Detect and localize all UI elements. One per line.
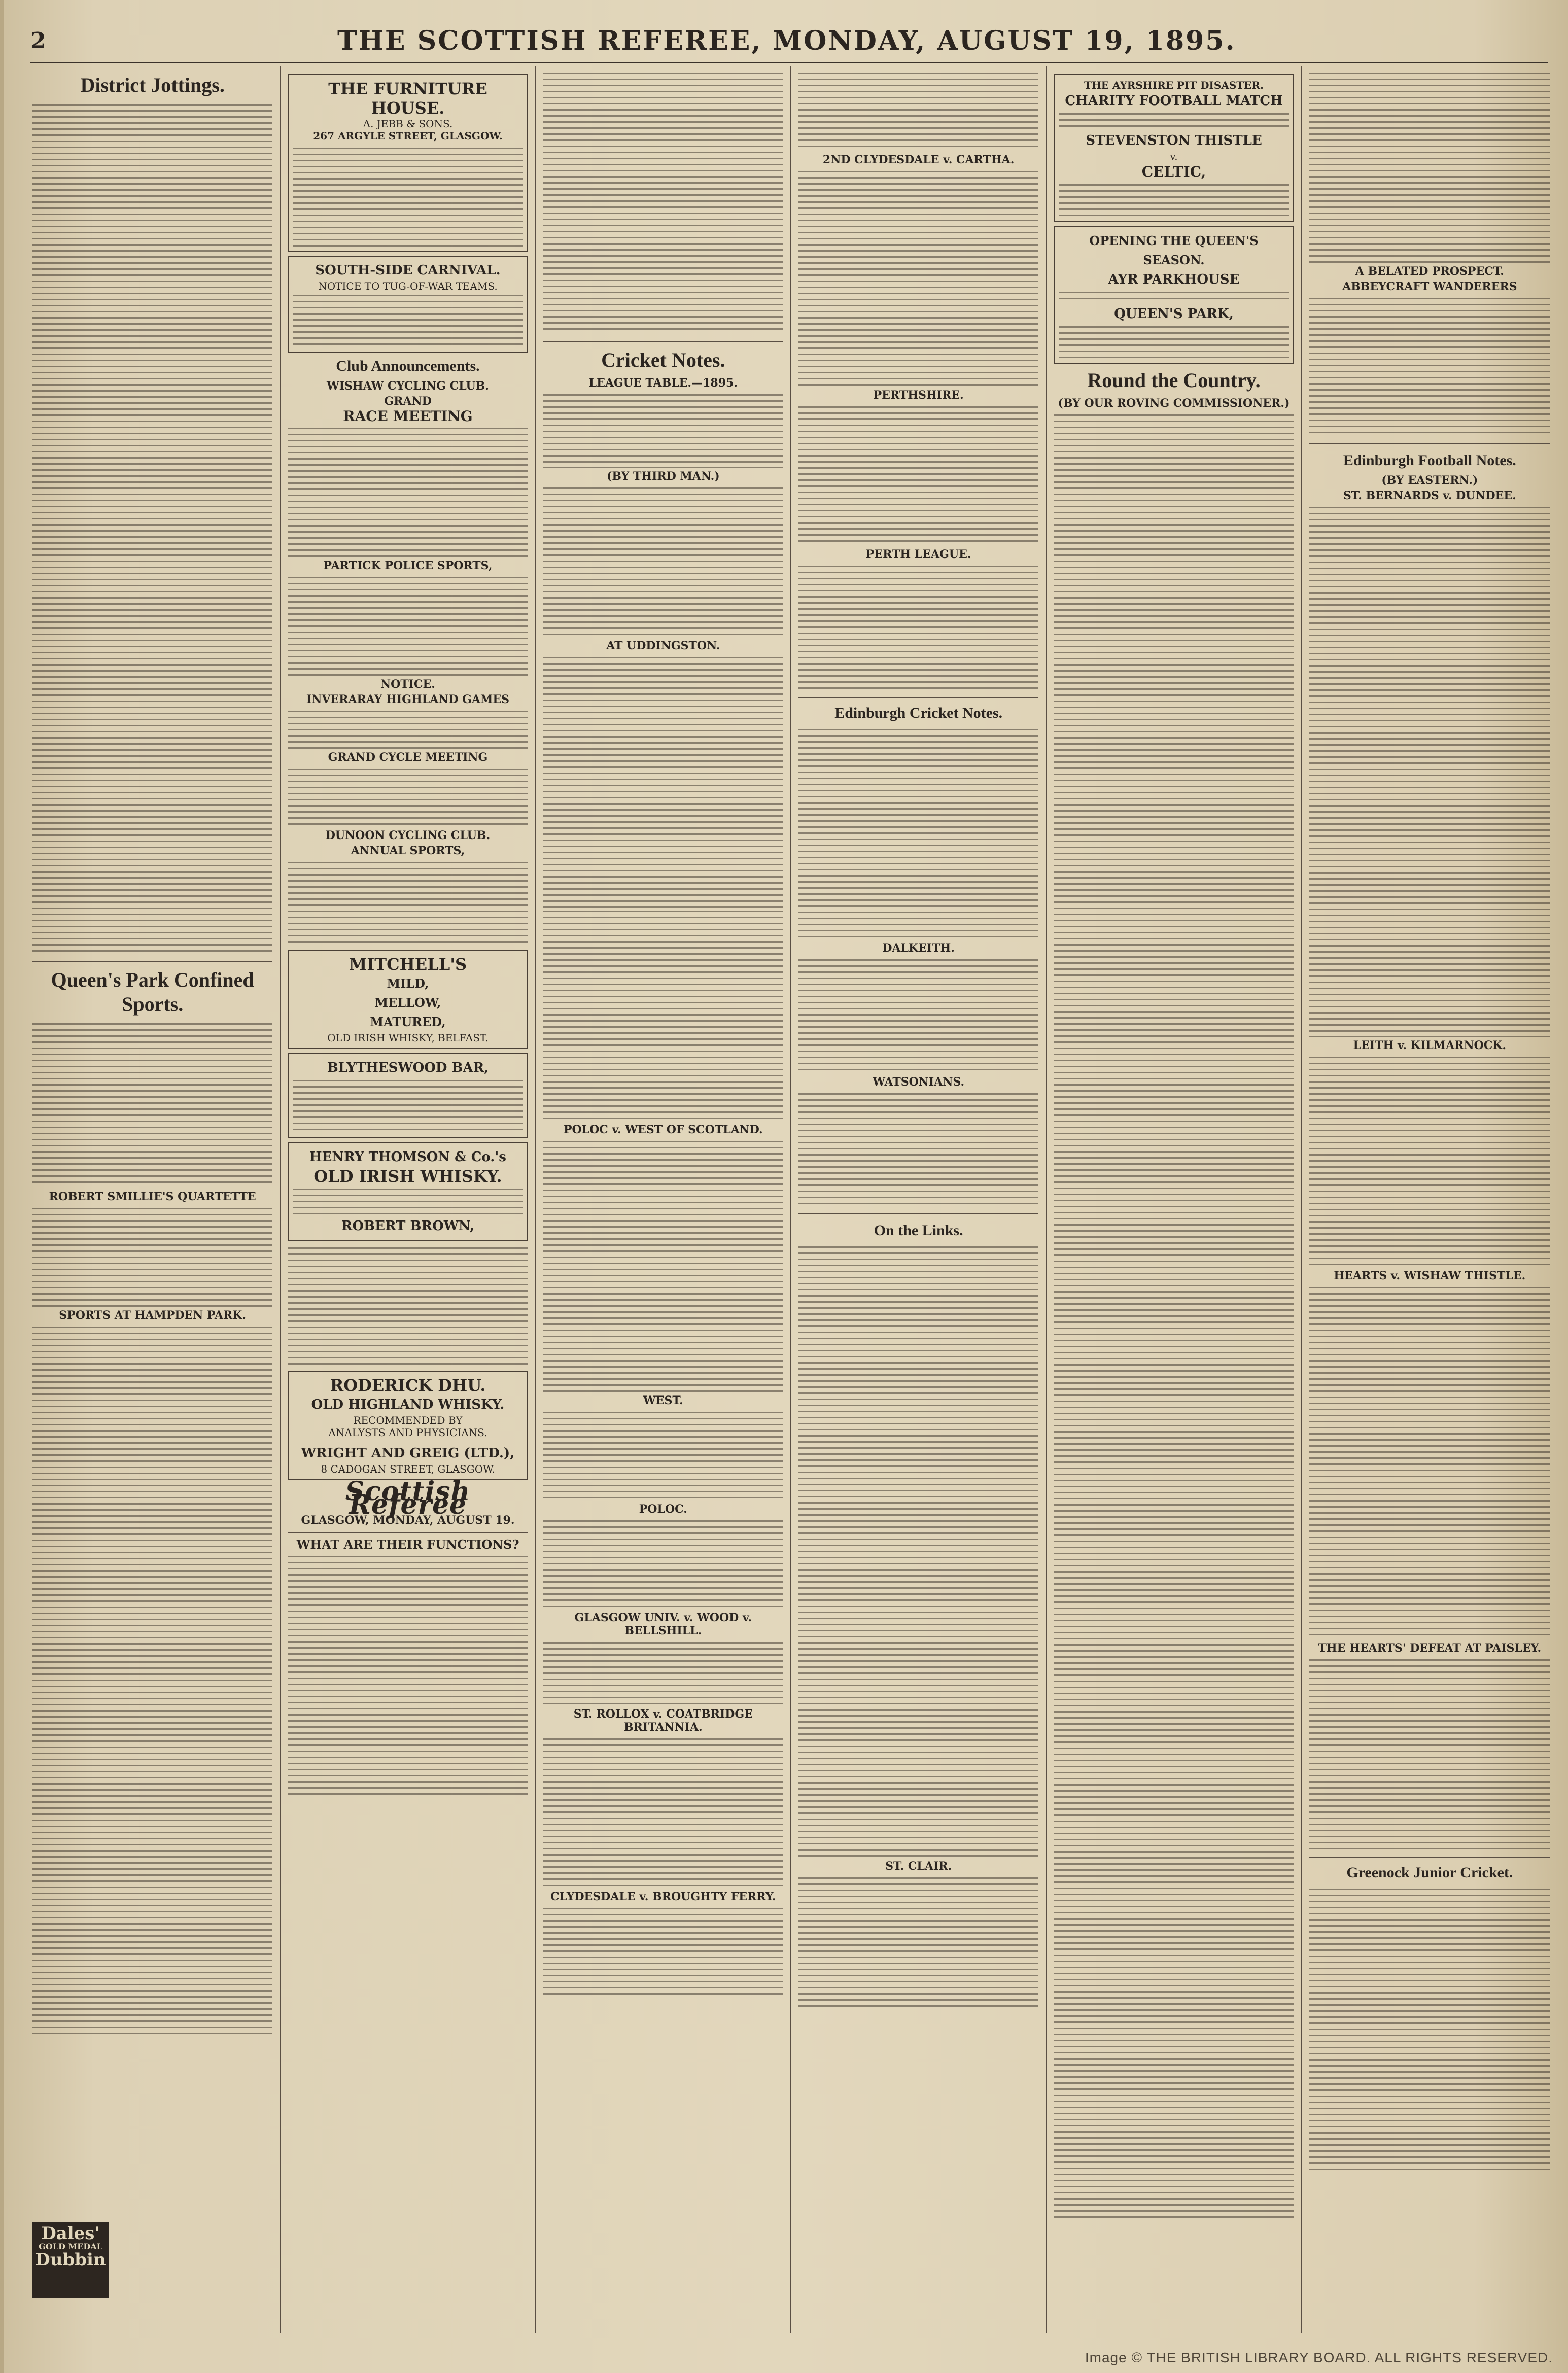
uddingston: AT UDDINGSTON.: [606, 639, 720, 652]
byline-third-man: (BY THIRD MAN.): [607, 470, 720, 483]
blythswood-ad: [288, 1053, 528, 1138]
page-title: THE SCOTTISH REFEREE, MONDAY, AUGUST 19, 1895.: [337, 25, 1236, 56]
race-meeting: RACE MEETING: [343, 408, 473, 425]
ayrshire-2: CHARITY FOOTBALL MATCH: [1065, 93, 1283, 109]
wright-1: WRIGHT AND GREIG (LTD.),: [301, 1446, 515, 1461]
henry-2: OLD IRISH WHISKY.: [313, 1167, 502, 1186]
column-4: [791, 66, 1047, 2333]
clydesdale-broughty: CLYDESDALE v. BROUGHTY FERRY.: [550, 1890, 776, 1903]
image-credit: Image © THE BRITISH LIBRARY BOARD. ALL RIGHTS RESERVED.: [1085, 2350, 1553, 2365]
mitchell-5: OLD IRISH WHISKY, BELFAST.: [327, 1032, 489, 1044]
henry-thomson-ad: [288, 1142, 528, 1241]
cartha-body: [798, 168, 1038, 387]
hearts-defeat-body: [1309, 1657, 1550, 1849]
dalkeith: DALKEITH.: [882, 941, 955, 955]
leith-body: [1309, 1054, 1550, 1267]
west-scores: WEST.: [643, 1394, 683, 1407]
hearts-wishaw: HEARTS v. WISHAW THISTLE.: [1334, 1269, 1526, 1282]
roderick-dhu-ad: [288, 1371, 528, 1480]
abbeycraft: ABBEYCRAFT WANDERERS: [1342, 280, 1517, 293]
queens-season-ad: [1054, 226, 1294, 364]
clydesdale-cartha: 2ND CLYDESDALE v. CARTHA.: [822, 153, 1015, 166]
roderick-3: RECOMMENDED BY: [353, 1414, 463, 1426]
hearts-body: [1309, 1284, 1550, 1639]
notice: NOTICE.: [380, 678, 435, 691]
furniture-ad-sub: A. JEBB & SONS.: [363, 118, 453, 130]
robert-brown: ROBERT BROWN,: [341, 1218, 475, 1234]
st-rollox: ST. ROLLOX v. COATBRIDGE BRITANNIA.: [573, 1707, 753, 1734]
roving-commissioner: (BY OUR ROVING COMMISSIONER.): [1058, 397, 1290, 410]
roderick-1: RODERICK DHU.: [330, 1376, 486, 1395]
article-queens-park: [32, 1021, 272, 1188]
annual-sports: ANNUAL SPORTS,: [351, 844, 465, 857]
partick-police: PARTICK POLICE SPORTS,: [323, 559, 493, 572]
ayrshire-disaster-ad: [1054, 74, 1294, 222]
editorial-title: WHAT ARE THEIR FUNCTIONS?: [296, 1537, 519, 1552]
opening-1: OPENING THE QUEEN'S SEASON.: [1089, 233, 1259, 267]
article-hampden-sports: [32, 1324, 272, 2034]
heading-edinburgh-football: Edinburgh Football Notes.: [1343, 452, 1516, 469]
henry-body: [293, 1186, 522, 1216]
col6-top: [1309, 70, 1550, 263]
clydesdale-body: [543, 1905, 783, 1997]
cricket-intro: [543, 485, 783, 637]
st-clair-table: [798, 1875, 1038, 2007]
perth-league-body: [798, 563, 1038, 690]
wishaw-cycling: WISHAW CYCLING CLUB.: [327, 379, 489, 393]
article-district-jottings: [32, 101, 272, 954]
col4-top: [798, 70, 1038, 151]
dunoon-body: [288, 859, 528, 946]
league-table: [543, 392, 783, 468]
carnival-notice: [288, 256, 528, 353]
date-line: GLASGOW, MONDAY, AUGUST 19.: [301, 1514, 515, 1527]
dunoon-cycling: DUNOON CYCLING CLUB.: [325, 829, 491, 842]
greenock-body: [1309, 1886, 1550, 2170]
poloc-scores: POLOC.: [639, 1503, 687, 1516]
uddingston-body: [543, 654, 783, 908]
furniture-ad-body: [293, 145, 522, 247]
scottish-referee-logo: Scottish Referee: [345, 1476, 471, 1520]
blyth-title: BLYTHESWOOD BAR,: [327, 1060, 489, 1075]
inveraray-body: [288, 708, 528, 749]
column-1: [25, 66, 281, 2333]
mitchell-4: MATURED,: [370, 1015, 446, 1029]
subheading-smillie: ROBERT SMILLIE'S QUARTETTE: [49, 1190, 256, 1203]
edinburgh-cricket-body: [798, 726, 1038, 939]
celtic: CELTIC,: [1141, 163, 1206, 180]
subheading-hampden: SPORTS AT HAMPDEN PARK.: [59, 1309, 247, 1322]
opening-3: QUEEN'S PARK,: [1114, 306, 1234, 322]
grand-cycle-meeting: GRAND CYCLE MEETING: [328, 751, 488, 764]
round-the-country-body: [1054, 412, 1294, 2218]
heading-edinburgh-cricket: Edinburgh Cricket Notes.: [834, 705, 1003, 721]
heading-district-jottings: District Jottings.: [80, 74, 225, 96]
grand: GRAND: [384, 395, 432, 408]
dales-ad-line-2: GOLD MEDAL: [39, 2242, 102, 2251]
furniture-house-ad: [288, 74, 528, 252]
glasgow-univ: GLASGOW UNIV. v. WOOD v. BELLSHILL.: [574, 1611, 752, 1637]
columns: [25, 66, 1557, 2333]
col3-top-text: [543, 70, 783, 334]
opening-2: AYR PARKHOUSE: [1108, 272, 1240, 287]
dales-ad-line-1: Dales': [41, 2223, 100, 2244]
ayrshire-1: THE AYRSHIRE PIT DISASTER.: [1084, 79, 1264, 91]
ayrshire-body: [1059, 111, 1288, 131]
perthshire-body: [798, 404, 1038, 546]
links-body: [798, 1244, 1038, 1858]
hearts-defeat: THE HEARTS' DEFEAT AT PAISLEY.: [1318, 1642, 1542, 1655]
league-table-title: LEAGUE TABLE.—1895.: [588, 376, 738, 390]
heading-greenock-cricket: Greenock Junior Cricket.: [1346, 1864, 1513, 1881]
glasgow-body: [543, 1639, 783, 1705]
dales-ad-line-3: Dubbin: [35, 2250, 106, 2270]
heading-queens-park-sports: Queen's Park Confined Sports.: [51, 968, 254, 1016]
inveraray: INVERARAY HIGHLAND GAMES: [306, 693, 510, 706]
heading-club-announcements: Club Announcements.: [336, 358, 480, 374]
perth-league: PERTH LEAGUE.: [865, 548, 971, 561]
page-edge: [0, 0, 4, 2373]
dales-dubbin-ad: [32, 2222, 109, 2298]
column-3: [536, 66, 791, 2333]
henry-1: HENRY THOMSON & Co.'s: [309, 1149, 506, 1165]
column-6: [1302, 66, 1557, 2333]
poloc-vs-west: POLOC v. WEST OF SCOTLAND.: [563, 1123, 763, 1136]
carnival-sub: NOTICE TO TUG-OF-WAR TEAMS.: [318, 280, 498, 292]
heading-round-the-country: Round the Country.: [1087, 369, 1261, 392]
st-rollox-body: [543, 1736, 783, 1888]
byline-eastern: (BY EASTERN.): [1381, 474, 1478, 487]
dalkeith-table: [798, 957, 1038, 1073]
belated-prospect: A BELATED PROSPECT.: [1355, 265, 1504, 278]
editorial-body: [288, 1553, 528, 1797]
mitchell-1: MITCHELL'S: [349, 955, 467, 974]
roderick-2: OLD HIGHLAND WHISKY.: [311, 1397, 505, 1412]
uddingston-scores: [543, 908, 783, 1121]
mitchells-ad: [288, 950, 528, 1049]
perthshire: PERTHSHIRE.: [873, 389, 964, 402]
cycle-body: [288, 766, 528, 827]
opening-body: [1059, 289, 1288, 304]
west-table: [543, 1409, 783, 1500]
poloc-table: [543, 1518, 783, 1609]
heading-on-the-links: On the Links.: [874, 1222, 963, 1239]
st-bernards-body: [1309, 504, 1550, 1037]
poloc-body: [543, 1138, 783, 1392]
partick-body: [288, 574, 528, 676]
roderick-4: ANALYSTS AND PHYSICIANS.: [328, 1426, 487, 1439]
wright-2: 8 CADOGAN STREET, GLASGOW.: [321, 1463, 495, 1475]
carnival-body: [293, 292, 522, 348]
celtic-body: [1059, 182, 1288, 217]
stevenston: STEVENSTON THISTLE: [1086, 133, 1262, 148]
column-2: [281, 66, 536, 2333]
masthead: [30, 20, 1548, 63]
opening-body-2: [1059, 324, 1288, 359]
mitchell-3: MELLOW,: [374, 995, 441, 1010]
mitchell-2: MILD,: [387, 976, 429, 991]
leith-kilmarnock: LEITH v. KILMARNOCK.: [1353, 1039, 1507, 1052]
st-clair: ST. CLAIR.: [885, 1860, 952, 1873]
versus: v.: [1170, 150, 1178, 162]
heading-cricket-notes: Cricket Notes.: [601, 348, 725, 371]
carnival-title: SOUTH-SIDE CARNIVAL.: [315, 263, 501, 278]
wishaw-body: [288, 425, 528, 557]
furniture-ad-title: THE FURNITURE HOUSE.: [328, 79, 487, 118]
misc-ads: [288, 1245, 528, 1367]
furniture-ad-address: 267 ARGYLE STREET, GLASGOW.: [313, 130, 503, 142]
blyth-body: [293, 1077, 522, 1133]
page-number: 2: [30, 27, 46, 54]
column-5: [1047, 66, 1302, 2333]
article-smillie: [32, 1205, 272, 1307]
watsonians: WATSONIANS.: [873, 1075, 965, 1089]
watsonians-table: [798, 1091, 1038, 1207]
st-bernards-dundee: ST. BERNARDS v. DUNDEE.: [1343, 489, 1516, 502]
abbey-body: [1309, 295, 1550, 437]
